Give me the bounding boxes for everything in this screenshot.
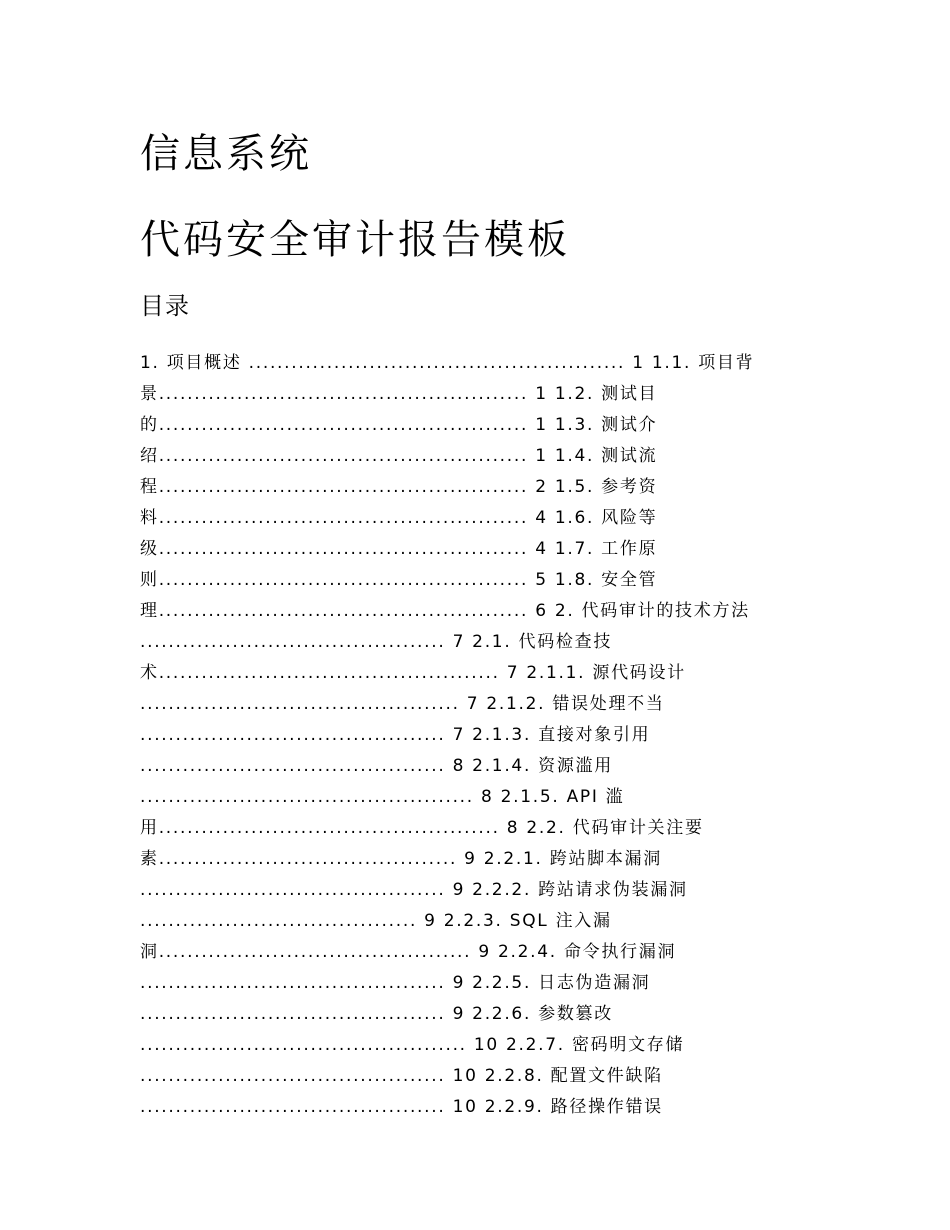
toc-line: ........................................... 9 2.2.2. 跨站请求伪装漏洞 bbox=[140, 880, 688, 900]
toc-line: ........................................... 10 2.2.9. 路径操作错误 bbox=[140, 1097, 663, 1117]
toc-line: 用................................................ 8 2.2. 代码审计关注要 bbox=[140, 818, 704, 838]
toc-line: ............................................. 7 2.1.2. 错误处理不当 bbox=[140, 694, 665, 714]
document-title-line-2: 代码安全审计报告模板 bbox=[140, 217, 570, 263]
toc-line: 料.................................................... 4 1.6. 风险等 bbox=[140, 508, 658, 528]
toc-line: 素.......................................... 9 2.2.1. 跨站脚本漏洞 bbox=[140, 849, 662, 869]
toc-line: 的.................................................... 1 1.3. 测试介 bbox=[140, 415, 658, 435]
toc-line: ........................................... 8 2.1.4. 资源滥用 bbox=[140, 756, 613, 776]
toc-line: ........................................... 9 2.2.6. 参数篡改 bbox=[140, 1004, 613, 1024]
table-of-contents bbox=[140, 348, 780, 1123]
toc-line: 程.................................................... 2 1.5. 参考资 bbox=[140, 477, 658, 497]
toc-line: 1. 项目概述 ..................................................... 1 1.1. 项目背 bbox=[140, 353, 755, 373]
toc-line: 理.................................................... 6 2. 代码审计的技术方法 bbox=[140, 601, 750, 621]
toc-line: ........................................... 7 2.1. 代码检查技 bbox=[140, 632, 613, 652]
toc-line: .............................................. 10 2.2.7. 密码明文存储 bbox=[140, 1035, 685, 1055]
toc-line: ........................................... 9 2.2.5. 日志伪造漏洞 bbox=[140, 973, 651, 993]
toc-heading: 目录 bbox=[140, 292, 190, 320]
toc-line: ....................................... 9 2.2.3. SQL 注入漏 bbox=[140, 911, 612, 931]
toc-line: ........................................... 7 2.1.3. 直接对象引用 bbox=[140, 725, 651, 745]
toc-line: 术................................................ 7 2.1.1. 源代码设计 bbox=[140, 663, 686, 683]
toc-line: 级.................................................... 4 1.7. 工作原 bbox=[140, 539, 658, 559]
toc-line: 洞............................................ 9 2.2.4. 命令执行漏洞 bbox=[140, 942, 677, 962]
toc-line: ........................................... 10 2.2.8. 配置文件缺陷 bbox=[140, 1066, 663, 1086]
toc-line: 则.................................................... 5 1.8. 安全管 bbox=[140, 570, 658, 590]
toc-line: 景.................................................... 1 1.2. 测试目 bbox=[140, 384, 658, 404]
document-title-line-1: 信息系统 bbox=[140, 131, 312, 177]
toc-line: ............................................... 8 2.1.5. API 滥 bbox=[140, 787, 625, 807]
toc-line: 绍.................................................... 1 1.4. 测试流 bbox=[140, 446, 658, 466]
